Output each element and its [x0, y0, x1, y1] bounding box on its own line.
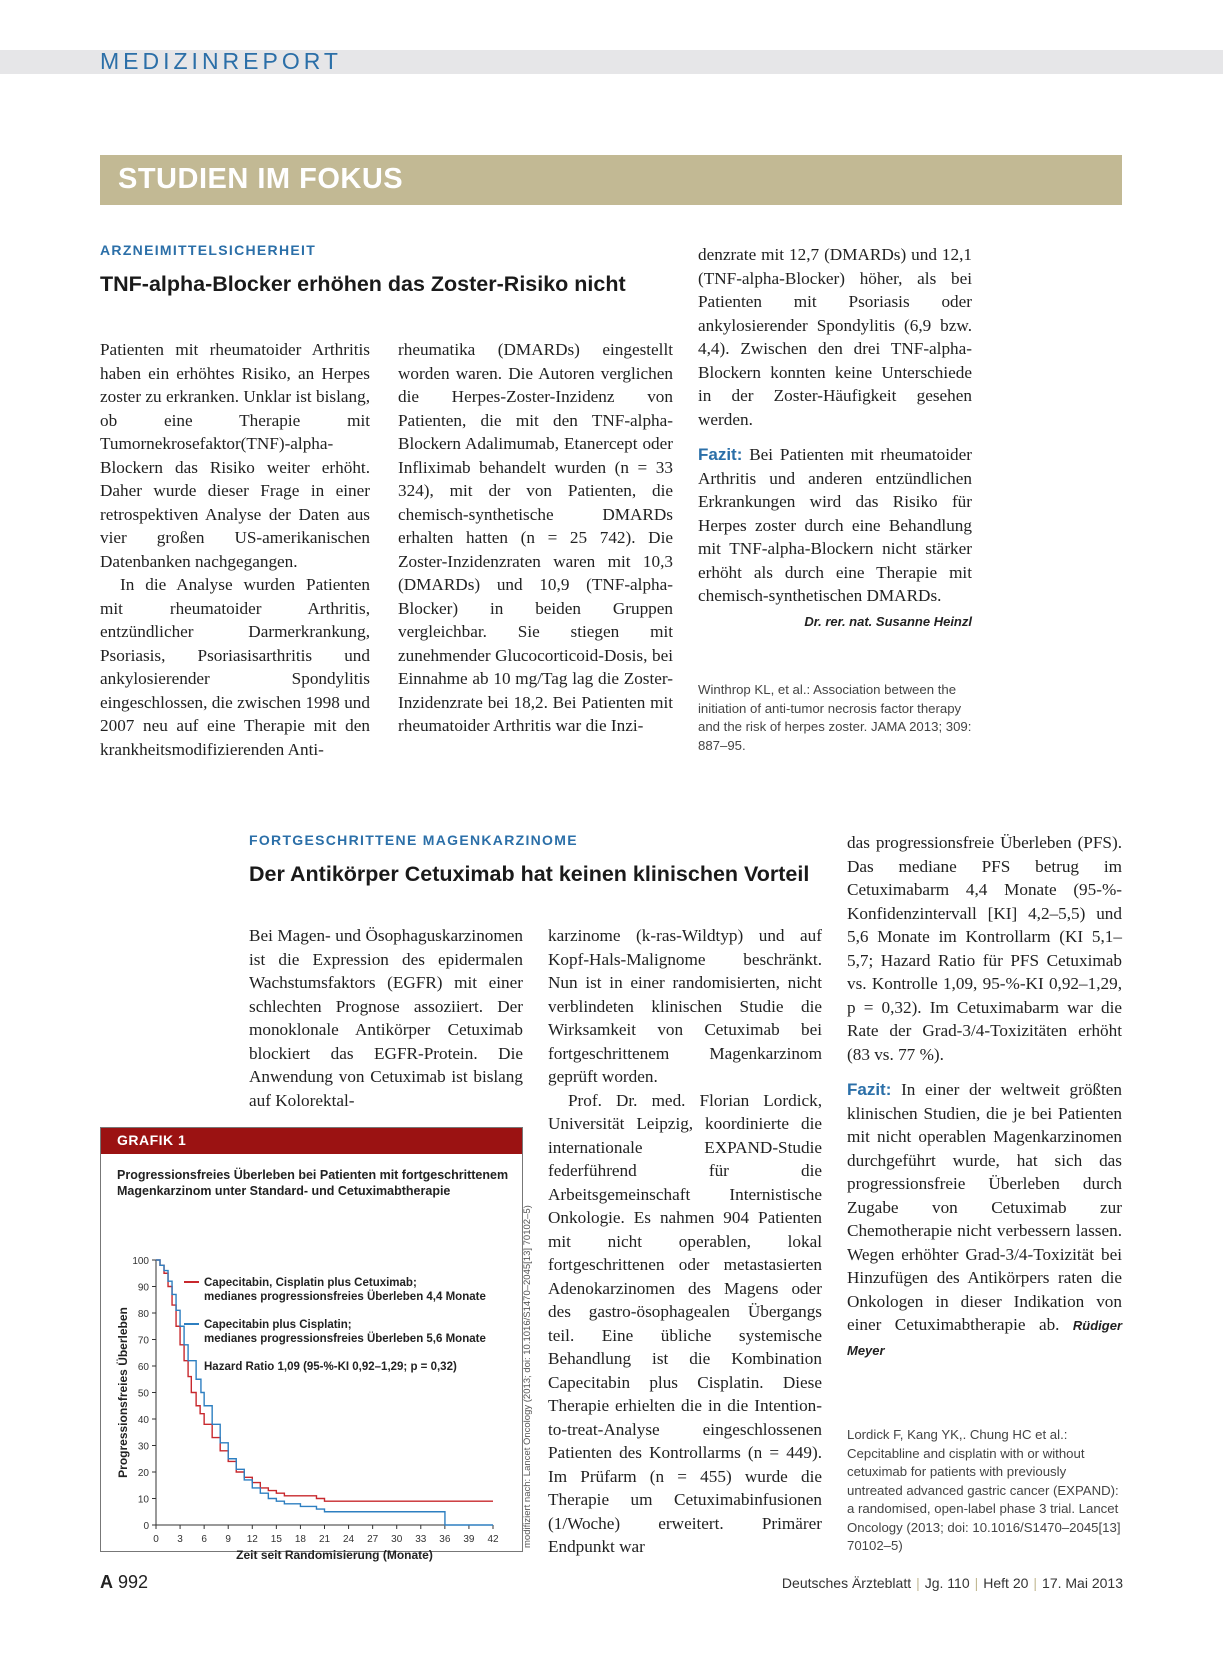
article1-kicker: ARZNEIMITTELSICHERHEIT [100, 242, 317, 258]
x-tick-label: 3 [177, 1534, 183, 1545]
article2-column-2 [548, 924, 822, 1559]
article2-kicker: FORTGESCHRITTENE MAGENKARZINOME [249, 832, 578, 848]
legend-entry-2-line-2: medianes progressionsfreies Überleben 5,6 Monate [204, 1333, 486, 1345]
x-tick-label: 15 [270, 1534, 282, 1545]
y-tick-label: 70 [137, 1335, 149, 1347]
fazit-label: Fazit: [698, 445, 743, 464]
x-tick-label: 42 [487, 1534, 499, 1545]
article1-paragraph: Patienten mit rheumatoider Arthritis haben ein erhöhtes Risiko, an Herpes zoster zu erkranken. Unklar ist bislang, ob eine Therapie mit Tumornekrosefaktor(TNF)-alpha-Blockern das Risiko weiter erhöht. Daher wurde dieser Frage in einer retrospektiven Analyse der Daten aus vier großen US-amerikanischen Datenbanken nachgegangen. [100, 340, 370, 571]
article1-author: Dr. rer. nat. Susanne Heinzl [804, 613, 972, 629]
page-number-value: 992 [118, 1572, 149, 1592]
x-tick-label: 18 [294, 1534, 306, 1545]
article1-column-1 [100, 338, 370, 761]
section-label: MEDIZINREPORT [100, 48, 342, 74]
footer-journal-info: Deutsches Ärzteblatt | Jg. 110 | Heft 20 | 17. Mai 2013 [781, 1575, 1123, 1591]
article2-column-1 [249, 924, 523, 1112]
journal-date: 17. Mai 2013 [1042, 1575, 1123, 1591]
article1-paragraph: In die Analyse wurden Patienten mit rheumatoider Arthritis, entzündlicher Darmerkrankung, Psoriasis, Psoriasisarthritis und ankylosierender Spondylitis eingeschlossen, die zwischen 1998 und 2007 neu auf eine Therapie mit den krankheitsmodifizierenden Anti- [100, 575, 370, 759]
article1-paragraph: rheumatika (DMARDs) eingestellt worden waren. Die Autoren verglichen die Herpes-Zoster-Inzidenz von Patienten, die mit den TNF-alpha-Blockern Adalimumab, Etanercept oder Infliximab behandelt wurden (n = 33 324), mit der von Patienten, die chemisch-synthetische DMARDs erhalten hatten (n = 25 742). Die Zoster-Inzidenzraten waren mit 10,3 (DMARDs) und 10,9 (TNF-alpha-Blocker) in beiden Gruppen vergleichbar. Sie stiegen mit zunehmender Glucocorticoid-Dosis, bei Einnahme ab 10 mg/Tag lag die Zoster-Inzidenzrate bei 18,2. Bei Patienten mit rheumatoider Arthritis war die Inzi- [398, 340, 673, 735]
article2-author: Rüdiger Meyer [847, 1318, 1123, 1358]
article2-headline: Der Antikörper Cetuximab hat keinen klinischen Vorteil [249, 862, 810, 886]
x-tick-label: 21 [318, 1534, 331, 1545]
article1-column-3 [698, 243, 972, 633]
legend-entry-1-line-1: Capecitabin, Cisplatin plus Cetuximab; [204, 1277, 417, 1289]
article1-reference: Winthrop KL, et al.: Association between the initiation of anti-tumor necrosis factor therapy and the risk of herpes zoster. JAMA 2013; 309: 887–95. [698, 682, 972, 753]
article2-paragraph: Prof. Dr. med. Florian Lordick, Universität Leipzig, koordinierte die internationale EXPAND-Studie federführend für die Arbeitsgemeinschaft Internistische Onkologie. Es nahmen 904 Patienten mit nicht operablen, lokal fortgeschrittenen oder metastasierten Adenokarzinomen des Magens oder des gastro-ösophagealen Übergangs teil. Eine übliche systemische Behandlung ist die Kombination Capecitabin plus Cisplatin. Diese Therapie erhielten die in die Intention-to-treat-Analyse eingeschlossenen Patienten des Kontrollarms (n = 449). Im Prüfarm (n = 455) wurde die Therapie um Cetuximabinfusionen (1/Woche) erweitert. Primärer Endpunkt war [548, 1090, 822, 1556]
x-tick-label: 9 [225, 1534, 231, 1545]
y-tick-label: 90 [137, 1282, 149, 1294]
article2-paragraph: das progressionsfreie Überleben (PFS). Das mediane PFS betrug im Cetuximabarm 4,4 Monate (95-%-Konfidenzintervall [KI] 4,2–5,5) und 5,6 Monate im Kontrollarm (KI 5,1–5,7; Hazard Ratio für PFS Cetuximab vs. Kontrolle 1,09, 95-%-KI 0,92–1,29, p = 0,32). Im Cetuximabarm war die Rate der Grad-3/4-Toxizitäten erhöht (83 vs. 77 %). [847, 833, 1122, 1064]
article1-paragraph: denzrate mit 12,7 (DMARDs) und 12,1 (TNF-alpha-Blocker) höher, als bei Patienten mit Psoriasis oder ankylosierender Spondylitis (6,9 bzw. 4,4). Zwischen den drei TNF-alpha-Blockern konnten keine Unterschiede in der Zoster-Häufigkeit gesehen werden. [698, 245, 972, 429]
journal-name: Deutsches Ärzteblatt [781, 1575, 912, 1591]
y-tick-label: 100 [132, 1256, 149, 1267]
graphic-label: GRAFIK 1 [117, 1132, 187, 1148]
x-tick-label: 33 [415, 1534, 427, 1545]
article2-reference: Lordick F, Kang YK,. Chung HC et al.: Cepcitabline and cisplatin with or without cetuximab for patients with previously untreated advanced gastric cancer (EXPAND): a randomised, open-label phase 3 trial. Lancet Oncology (2013; doi: 10.1016/S1470–2045[13] 70102–5) [847, 1427, 1121, 1553]
article2-paragraph: Bei Magen- und Ösophaguskarzinomen ist die Expression des epidermalen Wachstumsfaktors (EGFR) mit einer schlechten Prognose assoziiert. Der monoklonale Antikörper Cetuximab blockiert das EGFR-Protein. Die Anwendung von Cetuximab ist bislang auf Kolorektal- [249, 926, 523, 1110]
x-tick-label: 36 [439, 1534, 451, 1545]
x-tick-label: 6 [201, 1534, 207, 1545]
graphic-credit: modifiziert nach: Lancet Oncology (2013; doi: 10.1016/S1470–2045[13] 70102–5) [522, 1205, 533, 1548]
journal-issue: Heft 20 [983, 1575, 1029, 1591]
page-number [100, 1572, 148, 1593]
x-tick-label: 27 [367, 1534, 379, 1545]
fazit-text: In einer der weltweit größten klinischen Studien, die je bei Patienten mit nicht operablen Magenkarzinomen durchgeführt wurde, hat sich das progressionsfreie Überleben durch Zugabe von Cetuximab zur Chemotherapie nicht verbessern lassen. Wegen erhöhter Grad-3/4-Toxizität bei Hinzufügen des Antikörpers raten die Onkologen in dieser Indikation von einer Cetuximabtherapie ab. [847, 1080, 1122, 1334]
legend-entry-2-line-1: Capecitabin plus Cisplatin; [204, 1319, 352, 1331]
chart-annotation: Hazard Ratio 1,09 (95-%-KI 0,92–1,29; p = 0,32) [204, 1361, 457, 1373]
article2-fazit [847, 1078, 1122, 1362]
y-tick-label: 30 [137, 1441, 149, 1453]
chart-title: Progressionsfreies Überleben bei Patienten mit fortgeschrittenem Magenkarzinom unter Standard- und Cetuximabtherapie [117, 1168, 509, 1198]
x-tick-label: 30 [391, 1534, 403, 1545]
y-tick-label: 20 [137, 1468, 149, 1479]
y-tick-label: 50 [137, 1388, 149, 1400]
survival-chart [101, 1128, 524, 1562]
focus-title: STUDIEN IM FOKUS [118, 163, 404, 195]
x-axis-label: Zeit seit Randomisierung (Monate) [236, 1548, 433, 1562]
y-tick-label: 60 [137, 1362, 149, 1373]
graphic-box [100, 1127, 523, 1562]
article2-column-3 [847, 831, 1122, 1362]
article2-paragraph: karzinome (k-ras-Wildtyp) und auf Kopf-Hals-Malignome beschränkt. Nun ist in einer randomisierten, nicht verblindeten klinischen Studie die Wirksamkeit von Cetuximab bei fortgeschrittenem Magenkarzinom geprüft worden. [548, 926, 822, 1086]
x-tick-label: 0 [153, 1534, 159, 1545]
x-tick-label: 12 [246, 1534, 258, 1545]
fazit-label: Fazit: [847, 1080, 892, 1099]
article1-headline: TNF-alpha-Blocker erhöhen das Zoster-Risiko nicht [100, 272, 626, 296]
x-tick-label: 39 [463, 1534, 475, 1545]
y-tick-label: 10 [137, 1494, 149, 1506]
y-axis-label: Progressionsfreies Überleben [116, 1307, 130, 1478]
y-tick-label: 80 [137, 1309, 149, 1320]
article1-fazit [698, 443, 972, 608]
fazit-text: Bei Patienten mit rheumatoider Arthritis und anderen entzündlichen Erkrankungen wird das Risiko für Herpes zoster durch eine Behandlung mit TNF-alpha-Blockern nicht stärker erhöht als durch eine Therapie mit chemisch-synthetischen DMARDs. [698, 445, 973, 605]
y-tick-label: 40 [137, 1415, 149, 1426]
focus-banner [100, 155, 1122, 205]
x-tick-label: 24 [343, 1534, 355, 1545]
article1-column-2 [398, 338, 673, 738]
journal-volume: Jg. 110 [924, 1575, 970, 1591]
y-tick-label: 0 [143, 1521, 149, 1532]
legend-entry-1-line-2: medianes progressionsfreies Überleben 4,4 Monate [204, 1291, 486, 1303]
page-prefix: A [100, 1572, 113, 1592]
